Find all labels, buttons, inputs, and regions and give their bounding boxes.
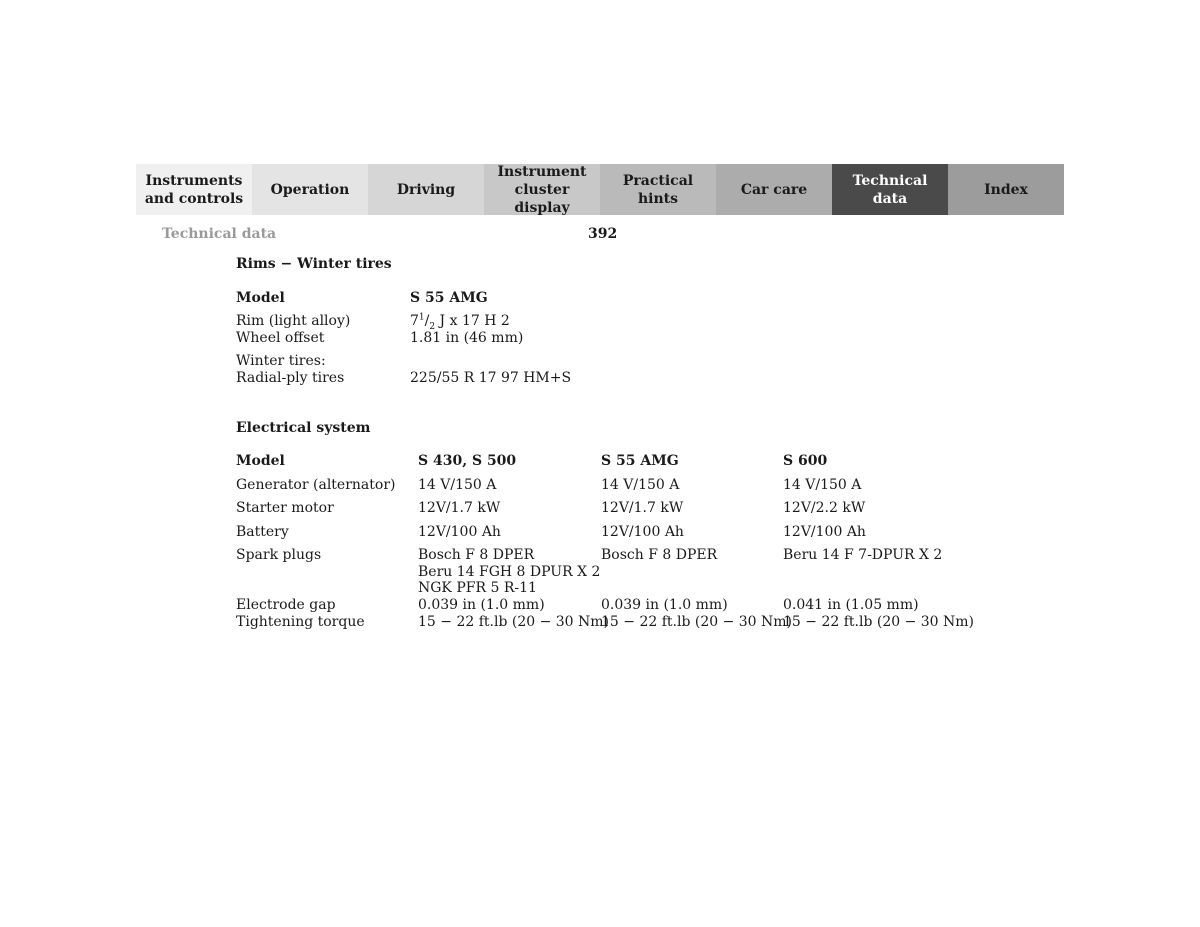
table-row-label: Generator (alternator) [236, 477, 396, 493]
table-cell: 15 − 22 ft.lb (20 − 30 Nm) [418, 614, 610, 630]
table-cell: 12V/100 Ah [783, 524, 866, 540]
table-cell: Bosch F 8 DPER [601, 547, 718, 563]
tab-practical-hints[interactable] [600, 164, 716, 215]
page-number: 392 [588, 226, 618, 242]
table-cell: 0.039 in (1.0 mm) [601, 597, 728, 613]
tab-label: Instruments and controls [144, 172, 244, 207]
table-cell: 14 V/150 A [783, 477, 862, 493]
table-cell: 0.039 in (1.0 mm) [418, 597, 545, 613]
tab-car-care[interactable] [716, 164, 832, 215]
wheel-offset-label: Wheel offset [236, 330, 325, 346]
table-row-label: Starter motor [236, 500, 334, 516]
tab-label: Technical data [852, 172, 928, 207]
table-cell: Bosch F 8 DPER [418, 547, 535, 563]
table-cell: 14 V/150 A [601, 477, 680, 493]
tab-instruments-and-controls[interactable] [136, 164, 252, 215]
section-label: Technical data [162, 226, 277, 242]
tab-index[interactable] [948, 164, 1064, 215]
table-cell: 12V/1.7 kW [601, 500, 684, 516]
rims-model-label: Model [236, 290, 285, 306]
tab-label: Operation [270, 181, 350, 198]
rim-value: $7^1/_2$ J x 17 H 2 [410, 312, 510, 332]
table-cell: 15 − 22 ft.lb (20 − 30 Nm) [601, 614, 793, 630]
table-cell: 12V/100 Ah [601, 524, 684, 540]
tab-instrument-cluster-display[interactable] [484, 164, 600, 215]
electrical-header-col3: S 600 [783, 453, 828, 469]
tab-label: Car care [740, 181, 808, 198]
rim-label: Rim (light alloy) [236, 313, 351, 329]
tab-label: Index [984, 181, 1028, 198]
table-row-label: Electrode gap [236, 597, 336, 613]
table-cell: 12V/1.7 kW [418, 500, 501, 516]
electrical-heading: Electrical system [236, 420, 371, 436]
rims-heading: Rims − Winter tires [236, 256, 392, 272]
radial-ply-label: Radial-ply tires [236, 370, 345, 386]
table-cell: 12V/100 Ah [418, 524, 501, 540]
table-cell: 0.041 in (1.05 mm) [783, 597, 919, 613]
table-cell: NGK PFR 5 R-11 [418, 580, 537, 596]
table-cell: Beru 14 FGH 8 DPUR X 2 [418, 564, 601, 580]
table-cell: Beru 14 F 7-DPUR X 2 [783, 547, 943, 563]
electrical-header-col1: S 430, S 500 [418, 453, 517, 469]
table-cell: 15 − 22 ft.lb (20 − 30 Nm) [783, 614, 975, 630]
electrical-header-model: Model [236, 453, 285, 469]
winter-tires-label: Winter tires: [236, 353, 326, 369]
tab-driving[interactable] [368, 164, 484, 215]
table-row-label: Tightening torque [236, 614, 365, 630]
electrical-header-col2: S 55 AMG [601, 453, 679, 469]
tab-label: Driving [396, 181, 456, 198]
tab-technical-data[interactable] [832, 164, 948, 215]
tab-operation[interactable] [252, 164, 368, 215]
rims-model-value: S 55 AMG [410, 290, 488, 306]
table-cell: 12V/2.2 kW [783, 500, 866, 516]
chapter-nav [136, 164, 1064, 215]
tab-label: Practical hints [622, 172, 694, 207]
wheel-offset-value: 1.81 in (46 mm) [410, 330, 524, 346]
table-row-label: Spark plugs [236, 547, 322, 563]
tab-label: Instrument cluster display [497, 163, 587, 216]
radial-ply-value: 225/55 R 17 97 HM+S [410, 370, 572, 386]
table-cell: 14 V/150 A [418, 477, 497, 493]
table-row-label: Battery [236, 524, 289, 540]
